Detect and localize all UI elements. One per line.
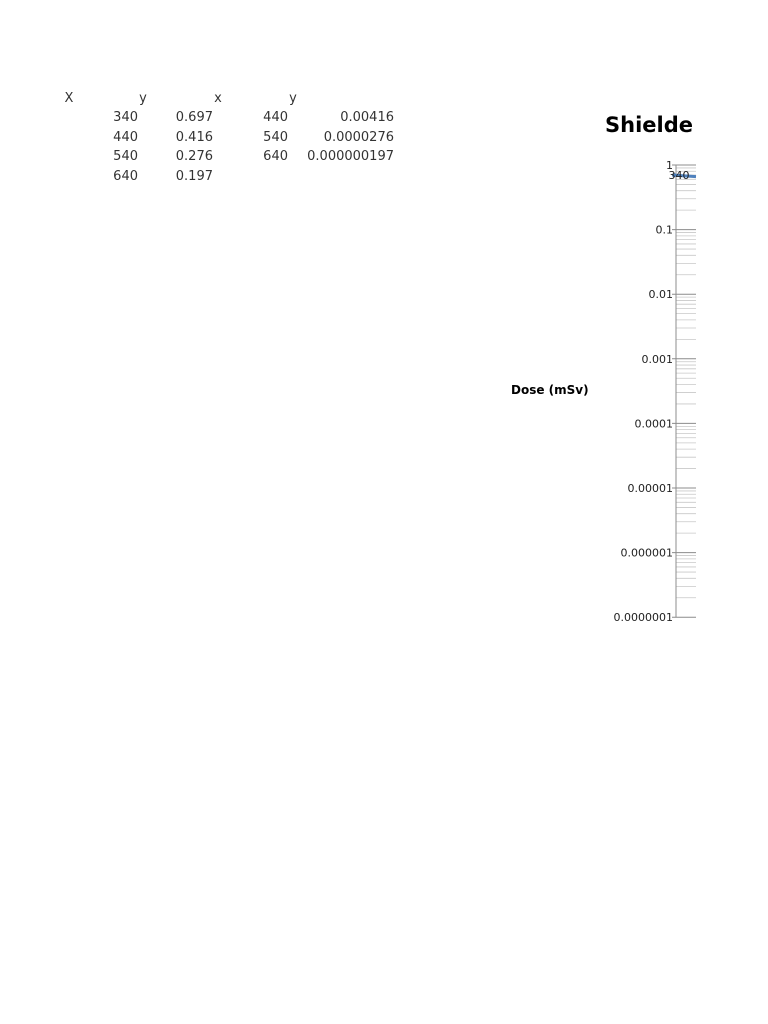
table2-x-cell[interactable]: 540 <box>263 130 288 145</box>
table2-x-cell[interactable]: 640 <box>263 149 288 164</box>
y-axis-title: Dose (mSv) <box>511 383 589 397</box>
y-tick-label: 0.01 <box>648 288 673 302</box>
table1-x-cell[interactable]: 340 <box>113 110 138 125</box>
table1-x-cell[interactable]: 540 <box>113 149 138 164</box>
y-tick-label: 0.0001 <box>634 417 673 431</box>
y-tick-label: 0.000001 <box>620 546 673 560</box>
table2-x-cell[interactable]: 440 <box>263 110 288 125</box>
chart-plot-area <box>600 150 700 630</box>
chart-title: Shielde <box>605 113 693 137</box>
header-x-1: X <box>64 91 74 106</box>
y-tick-label: 1 <box>666 159 673 172</box>
header-x-2: x <box>214 91 222 106</box>
y-tick-label: 0.001 <box>641 352 673 366</box>
table1-y-cell[interactable]: 0.416 <box>175 130 213 145</box>
y-tick-label: 0.1 <box>655 223 673 237</box>
table1-x-cell[interactable]: 640 <box>113 169 138 184</box>
table2-y-cell[interactable]: 0.0000276 <box>323 130 394 145</box>
table2-y-cell[interactable]: 0.00416 <box>340 110 394 125</box>
y-tick-label: 0.00001 <box>627 482 673 495</box>
table1-y-cell[interactable]: 0.276 <box>175 149 213 164</box>
header-y-2: y <box>289 91 297 106</box>
table2-y-cell[interactable]: 0.000000197 <box>307 149 394 164</box>
x-tick-label: 340 <box>668 169 690 183</box>
table1-y-cell[interactable]: 0.697 <box>175 110 213 125</box>
table1-y-cell[interactable]: 0.197 <box>175 169 213 184</box>
header-y-1: y <box>139 91 147 106</box>
table1-x-cell[interactable]: 440 <box>113 130 138 145</box>
y-tick-label: 0.0000001 <box>613 611 673 625</box>
